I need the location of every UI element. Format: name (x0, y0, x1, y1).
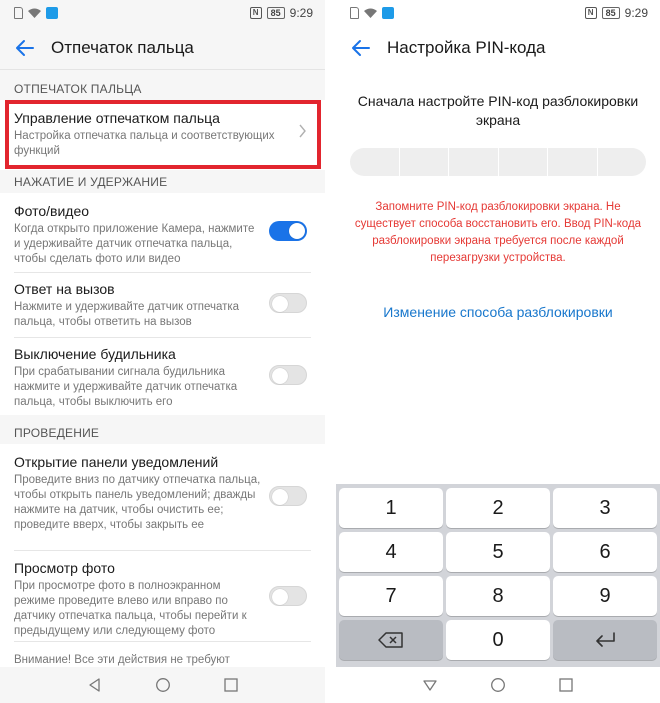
setting-title: Открытие панели уведомлений (14, 454, 219, 470)
key-6[interactable]: 6 (553, 532, 657, 572)
key-1[interactable]: 1 (339, 488, 443, 528)
key-7[interactable]: 7 (339, 576, 443, 616)
pin-input-field[interactable] (350, 148, 646, 176)
app-bar (0, 26, 325, 70)
photo-browse-toggle[interactable] (269, 586, 307, 606)
setting-subtitle: Проведите вниз по датчику отпечатка пальца, чтобы открыть панель уведомлений; дважды нажмите на датчик, чтобы очистить ее; проведите вверх, чтобы закрыть ее (14, 474, 261, 531)
nfc-icon: N (250, 7, 262, 19)
enter-icon (591, 630, 619, 650)
clock: 9:29 (624, 6, 648, 20)
divider (14, 550, 311, 551)
divider (14, 337, 311, 338)
answer-call-toggle[interactable] (269, 293, 307, 313)
notification-app-icon (46, 7, 58, 19)
setting-item-photo-video[interactable] (14, 203, 311, 267)
nfc-icon: N (585, 7, 597, 19)
setting-title: Просмотр фото (14, 560, 115, 576)
nav-recents-icon[interactable] (223, 677, 239, 693)
notification-app-icon (382, 7, 394, 19)
nav-home-icon[interactable] (155, 677, 171, 693)
setting-title: Фото/видео (14, 203, 90, 219)
photo-video-toggle[interactable] (269, 221, 307, 241)
backspace-key[interactable] (339, 620, 443, 660)
status-bar (336, 0, 660, 26)
setting-subtitle: Когда открыто приложение Камера, нажмите и удерживайте датчик отпечатка пальца, чтобы сделать фото или видео (14, 223, 255, 265)
backspace-icon (377, 630, 405, 650)
wifi-icon (364, 8, 377, 18)
battery-indicator: 85 (602, 7, 620, 19)
screen-divider (325, 0, 336, 703)
app-bar (336, 26, 660, 70)
nav-recents-icon[interactable] (558, 677, 574, 693)
wifi-icon (28, 8, 41, 18)
key-0[interactable]: 0 (446, 620, 550, 660)
setting-subtitle: При срабатывании сигнала будильника нажмите и удерживайте датчик отпечатка пальца, чтобы выключить его (14, 366, 238, 408)
clock: 9:29 (289, 6, 313, 20)
key-8[interactable]: 8 (446, 576, 550, 616)
enter-key[interactable] (553, 620, 657, 660)
setting-item-photo-browse[interactable] (14, 560, 311, 639)
key-2[interactable]: 2 (446, 488, 550, 528)
nav-home-icon[interactable] (490, 677, 506, 693)
status-bar (0, 0, 325, 26)
sim-icon (14, 7, 23, 19)
setting-subtitle: Нажмите и удерживайте датчик отпечатка пальца, чтобы ответить на вызов (14, 301, 240, 328)
setting-title: Ответ на вызов (14, 281, 115, 297)
setting-item-answer-call[interactable] (14, 281, 311, 330)
key-9[interactable]: 9 (553, 576, 657, 616)
divider (14, 641, 311, 642)
footer-note-text: Внимание! Все эти действия не требуют (14, 654, 230, 666)
divider (14, 272, 311, 273)
setting-item-notification-panel[interactable] (14, 454, 311, 533)
section-header-press-hold: НАЖАТИЕ И УДЕРЖАНИЕ (14, 175, 168, 189)
highlight-frame (5, 100, 321, 169)
setting-title: Выключение будильника (14, 346, 176, 362)
back-arrow-icon[interactable] (349, 36, 373, 60)
setting-item-stop-alarm[interactable] (14, 346, 311, 410)
page-title: Отпечаток пальца (51, 37, 194, 57)
pin-warning-text: Запомните PIN-код разблокировки экрана. Не существует способа восстановить его. Ввод PIN-кода разблокировки экрана требуется после каждой перезагрузки устройства. (354, 201, 642, 264)
stop-alarm-toggle[interactable] (269, 365, 307, 385)
numeric-keypad (336, 484, 660, 667)
battery-indicator: 85 (267, 7, 285, 19)
nav-back-icon[interactable] (422, 677, 438, 693)
notification-panel-toggle[interactable] (269, 486, 307, 506)
footer-note (14, 651, 311, 668)
key-4[interactable]: 4 (339, 532, 443, 572)
navigation-bar (0, 667, 325, 703)
manage-fingerprint-subtitle: Настройка отпечатка пальца и соответствующих функций (14, 130, 275, 157)
nav-back-icon[interactable] (87, 677, 103, 693)
back-arrow-icon[interactable] (13, 36, 37, 60)
manage-fingerprint-title: Управление отпечатком пальца (14, 110, 220, 126)
fingerprint-settings-screen (0, 0, 325, 703)
navigation-bar (336, 667, 660, 703)
setting-subtitle: При просмотре фото в полноэкранном режиме проведите влево или вправо по датчику отпечатка пальца, чтобы перейти к предыдущему или следующему фото (14, 580, 247, 637)
section-header-swipe: ПРОВЕДЕНИЕ (14, 426, 100, 440)
change-unlock-method-link[interactable]: Изменение способа разблокировки (383, 304, 613, 320)
section-header-fingerprint: ОТПЕЧАТОК ПАЛЬЦА (14, 82, 142, 96)
pin-setup-screen (336, 0, 660, 703)
sim-icon (350, 7, 359, 19)
key-3[interactable]: 3 (553, 488, 657, 528)
page-title: Настройка PIN-кода (387, 38, 546, 57)
pin-prompt: Сначала настройте PIN-код разблокировки экрана (357, 93, 639, 128)
key-5[interactable]: 5 (446, 532, 550, 572)
